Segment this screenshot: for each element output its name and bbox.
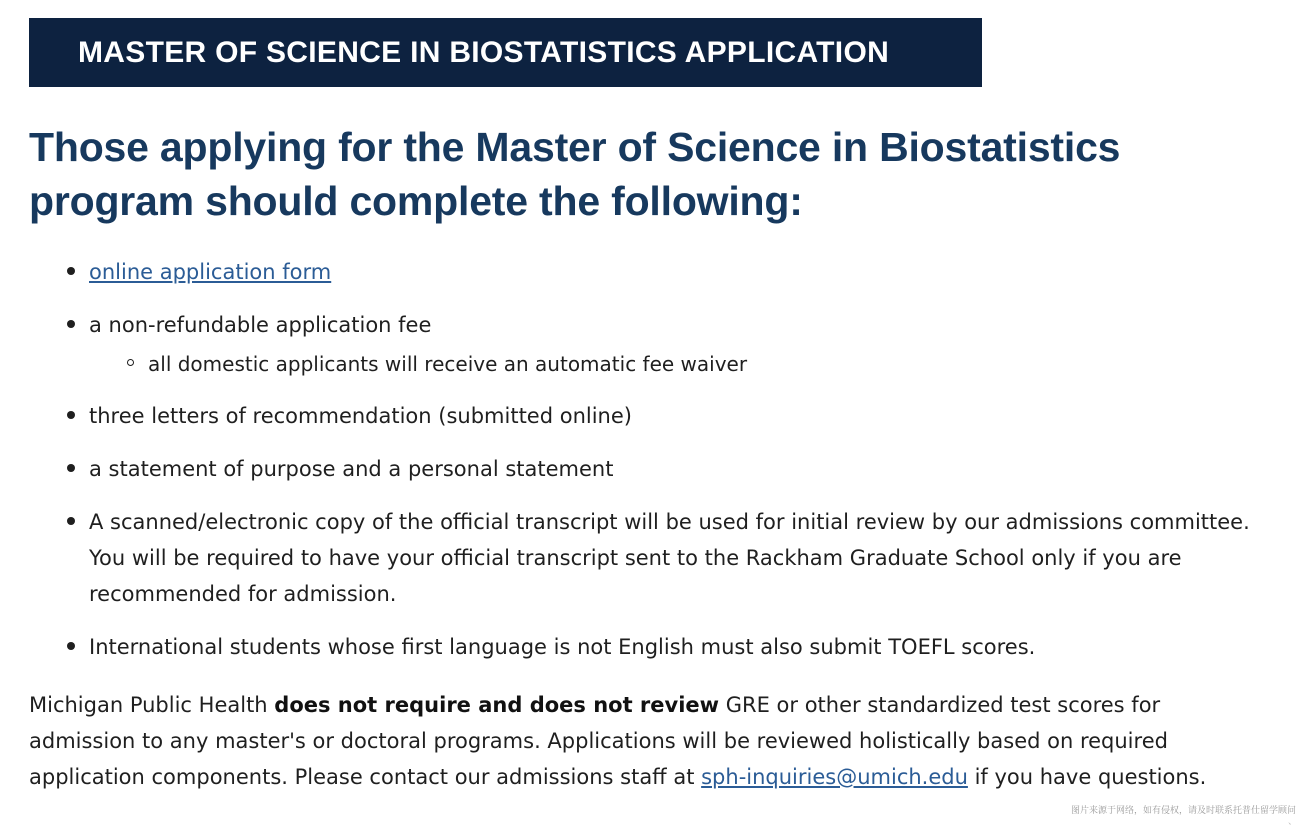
- online-application-form-link[interactable]: online application form: [89, 260, 332, 284]
- list-item: [29, 398, 1269, 434]
- list-item-label: A scanned/electronic copy of the official transcript will be used for initial review by our admissions committee. You will be required to have your official transcript sent to the Rackham Graduate School only if you are recommended for admission.: [89, 510, 1250, 606]
- bullet-icon: [67, 642, 75, 650]
- page-title: Those applying for the Master of Science in Biostatistics program should complete the following:: [29, 124, 1121, 224]
- sub-requirements-list: [89, 347, 1269, 381]
- closing-text-part3: if you have questions.: [967, 765, 1207, 789]
- bullet-icon: [67, 517, 75, 525]
- closing-text-part2: GRE or other standardized test scores for admission to any master's or doctoral programs. Applications will be reviewed holistically based on required application components. Please contact our admissions staff at: [29, 693, 1168, 789]
- bullet-icon: [67, 464, 75, 472]
- admissions-email-link[interactable]: sph-inquiries@umich.edu: [701, 765, 968, 789]
- list-item-label: three letters of recommendation (submitted online): [89, 404, 632, 428]
- list-item: [29, 504, 1269, 612]
- sub-list-item-label: all domestic applicants will receive an automatic fee waiver: [148, 352, 748, 376]
- closing-text-part1: Michigan Public Health: [29, 693, 275, 717]
- sub-list-item: [89, 347, 1269, 381]
- watermark-text: 图片来源于网络，如有侵权，请及时联系托普仕留学顾问: [1070, 806, 1296, 816]
- bullet-icon: [67, 320, 75, 328]
- list-item-label: International students whose first language is not English must also submit TOEFL scores.: [89, 635, 1036, 659]
- watermark-mark: 、: [1287, 817, 1297, 827]
- list-item-label: a statement of purpose and a personal statement: [89, 457, 614, 481]
- list-item: [29, 254, 1269, 290]
- list-item: [29, 629, 1269, 665]
- bullet-icon: [67, 267, 75, 275]
- page-banner: [29, 18, 982, 87]
- document-content: [29, 120, 1269, 795]
- closing-emphasis: does not require and does not review: [274, 693, 720, 717]
- closing-paragraph: [29, 687, 1259, 795]
- list-item: [29, 451, 1269, 487]
- requirements-list: [29, 254, 1269, 665]
- hollow-bullet-icon: [127, 359, 134, 366]
- bullet-icon: [67, 411, 75, 419]
- banner-title: MASTER OF SCIENCE IN BIOSTATISTICS APPLICATION: [78, 36, 890, 69]
- list-item-label: a non-refundable application fee: [89, 313, 432, 337]
- list-item: [29, 307, 1269, 381]
